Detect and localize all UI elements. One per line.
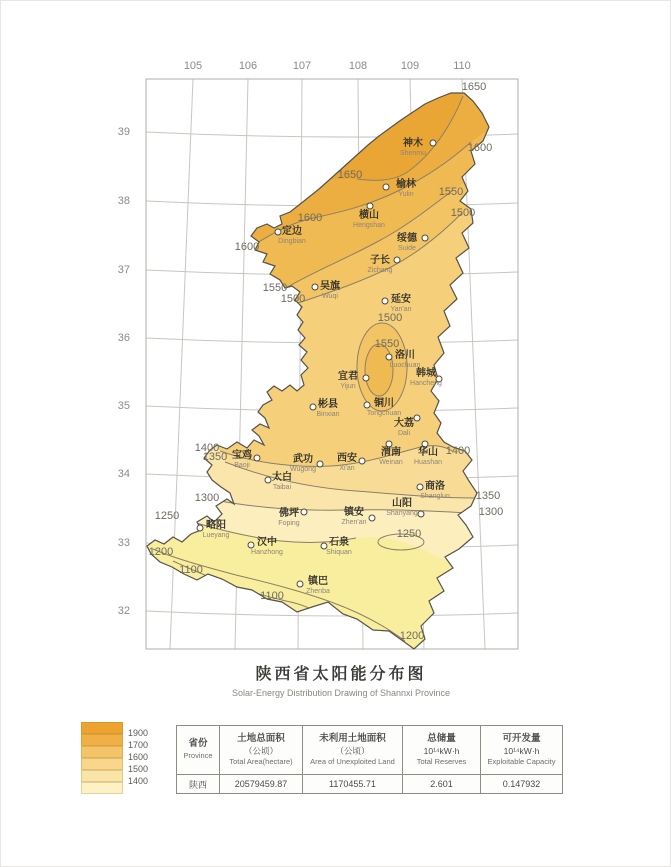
contour-label-1100: 1100 [179,564,203,576]
contour-label-1650: 1650 [461,81,487,93]
city-name-pinyin: Shanyang [386,510,418,517]
header-province: 省份 Province [177,726,220,775]
city-dot [310,404,316,410]
city-name-zh: 武功 [293,454,313,465]
city-name-pinyin: Weinan [379,459,403,466]
contour-label-1400: 1400 [445,445,471,457]
city-name-pinyin: Hancheng [410,380,442,387]
city-dot [417,484,423,490]
contour-label-1200: 1200 [399,630,425,642]
legend-band-5 [81,782,123,794]
lon-tick-106: 106 [238,60,258,72]
city-name-pinyin: Zichang [367,267,393,274]
cell-province: 陕西 [177,775,220,794]
city-dot [422,235,428,241]
legend-label-1900: 1900 [128,728,149,738]
city-name-pinyin: Yulin [398,191,414,198]
cell-total-area: 20579459.87 [220,775,303,794]
city-dot [383,184,389,190]
contour-label-1500: 1500 [280,293,306,305]
contour-label-1500: 1500 [450,207,476,219]
color-scale-legend [81,722,181,797]
city-name-zh: 彬县 [318,399,338,410]
city-dot [275,229,281,235]
city-name-zh: 横山 [359,210,379,221]
lon-tick-107: 107 [292,60,312,72]
city-name-zh: 佛坪 [279,508,299,519]
lon-tick-110: 110 [453,60,471,72]
city-name-zh: 神木 [403,138,423,149]
city-name-zh: 镇安 [344,507,364,518]
lat-tick-32: 32 [117,605,130,617]
city-dot [317,461,323,467]
city-dot [369,515,375,521]
cell-exploitable-capacity: 0.147932 [481,775,563,794]
city-name-zh: 石泉 [329,537,349,548]
city-name-pinyin: Suide [398,245,416,252]
city-name-zh: 铜川 [374,398,394,409]
contour-label-1650: 1650 [337,169,363,181]
city-dot [301,509,307,515]
contour-label-1550: 1550 [262,282,288,294]
city-dot [363,375,369,381]
city-name-zh: 商洛 [425,481,445,492]
contour-label-1350: 1350 [202,451,228,463]
header-unexploited-area: 未利用土地面积 （公顷） Area of Unexploited Land [303,726,403,775]
city-name-zh: 韩城 [416,368,436,379]
table-header-row [177,726,563,775]
legend-label-1700: 1700 [128,740,149,750]
city-name-zh: 榆林 [396,179,416,190]
city-name-zh: 渭南 [381,447,401,458]
lat-tick-38: 38 [117,195,130,207]
map-title-block [76,661,606,698]
city-name-zh: 吴旗 [320,281,340,292]
city-name-pinyin: Shiquan [326,549,352,556]
city-name-pinyin: Binxian [316,411,340,418]
city-dot [312,284,318,290]
city-name-zh: 山阳 [392,498,412,509]
map-title-zh: 陕西省太阳能分布图 [255,666,427,683]
city-name-pinyin: Yan'an [390,306,412,313]
lat-tick-33: 33 [117,537,130,549]
header-total-area: 土地总面积 （公顷） Total Area(hectare) [220,726,303,775]
city-dot [386,354,392,360]
lon-tick-109: 109 [400,60,420,72]
city-name-pinyin: Hanzhong [251,549,283,556]
city-dot [367,203,373,209]
city-name-zh: 洛川 [395,350,415,361]
lat-tick-37: 37 [117,264,130,276]
city-name-pinyin: Huashan [413,459,443,466]
city-name-zh: 子长 [370,255,390,266]
header-exploitable-capacity: 可开发量 10¹⁴kW·h Exploitable Capacity [481,726,563,775]
city-name-zh: 镇巴 [308,576,328,587]
contour-label-1350: 1350 [475,490,501,502]
cell-unexploited-area: 1170455.71 [303,775,403,794]
city-dot [265,477,271,483]
contour-label-1300: 1300 [478,506,504,518]
header-total-reserves: 总储量 10¹⁴kW·h Total Reserves [403,726,481,775]
city-name-pinyin: Lueyang [202,532,230,539]
lon-tick-108: 108 [348,60,368,72]
city-name-zh: 汉中 [257,537,277,548]
city-dot [394,257,400,263]
contour-label-1600: 1600 [467,142,493,154]
city-name-pinyin: Wuqi [322,293,338,300]
city-name-pinyin: Dali [397,430,411,437]
contour-label-1300: 1300 [194,492,220,504]
lat-tick-36: 36 [117,332,130,344]
city-dot [254,455,260,461]
lat-tick-39: 39 [117,126,130,138]
province-data-table [176,725,563,794]
radiation-bands [91,51,531,661]
city-dot [418,511,424,517]
city-name-pinyin: Wugong [290,466,316,473]
contour-label-1250: 1250 [396,528,422,540]
map-canvas [1,1,671,661]
city-name-pinyin: Foping [278,520,300,527]
city-dot [364,402,370,408]
city-dot [382,298,388,304]
city-dot [359,458,365,464]
contour-label-1100: 1100 [260,590,284,602]
contour-label-1400: 1400 [194,442,220,454]
legend-label-1400: 1400 [128,776,149,786]
contour-label-1600: 1600 [234,241,260,253]
city-name-pinyin: Taibai [272,484,292,491]
city-name-zh: 略阳 [206,520,226,531]
city-name-zh: 大荔 [394,418,414,429]
city-name-pinyin: Yijun [340,383,356,390]
lat-tick-34: 34 [117,468,130,480]
legend-band-2 [81,746,123,758]
lat-tick-35: 35 [117,400,130,412]
city-dot [197,525,203,531]
city-name-pinyin: Dingbian [278,238,306,245]
city-name-zh: 绥德 [397,233,417,244]
city-dot [248,542,254,548]
contour-label-1200: 1200 [148,546,174,558]
legend-band-3 [81,758,123,770]
city-name-pinyin: Zhenba [306,588,330,595]
cell-total-reserves: 2.601 [403,775,481,794]
city-name-pinyin: Tongchuan [366,410,402,417]
city-name-pinyin: Hengshan [353,222,385,229]
city-name-pinyin: Shenmu [399,150,427,157]
city-name-zh: 延安 [391,294,411,305]
legend-label-1500: 1500 [128,764,149,774]
city-dot [430,140,436,146]
city-name-pinyin: Xi'an [339,465,355,472]
legend-band-0 [81,722,123,734]
contour-label-1550: 1550 [374,338,400,350]
city-name-zh: 西安 [337,453,357,464]
contour-label-1250: 1250 [154,510,180,522]
city-dot [414,415,420,421]
legend-label-1600: 1600 [128,752,149,762]
city-dot [297,581,303,587]
contour-label-1600: 1600 [297,212,323,224]
city-name-pinyin: Shangluo [420,493,450,500]
contour-label-1500: 1500 [377,312,403,324]
city-name-zh: 宝鸡 [232,450,252,461]
city-name-pinyin: Baoji [234,462,250,469]
map-title-en: Solar-Energy Distribution Drawing of Shannxi Province [231,688,451,698]
legend-band-4 [81,770,123,782]
table-data-row [177,775,563,794]
city-name-zh: 太白 [272,472,292,483]
legend-band-1 [81,734,123,746]
city-name-zh: 宜君 [338,371,358,382]
city-name-pinyin: Luochuan [389,362,421,369]
city-name-pinyin: Zhen'an [341,519,367,526]
lon-tick-105: 105 [183,60,203,72]
contour-label-1550: 1550 [438,186,464,198]
city-name-zh: 定边 [282,226,302,237]
city-name-zh: 华山 [418,447,438,458]
